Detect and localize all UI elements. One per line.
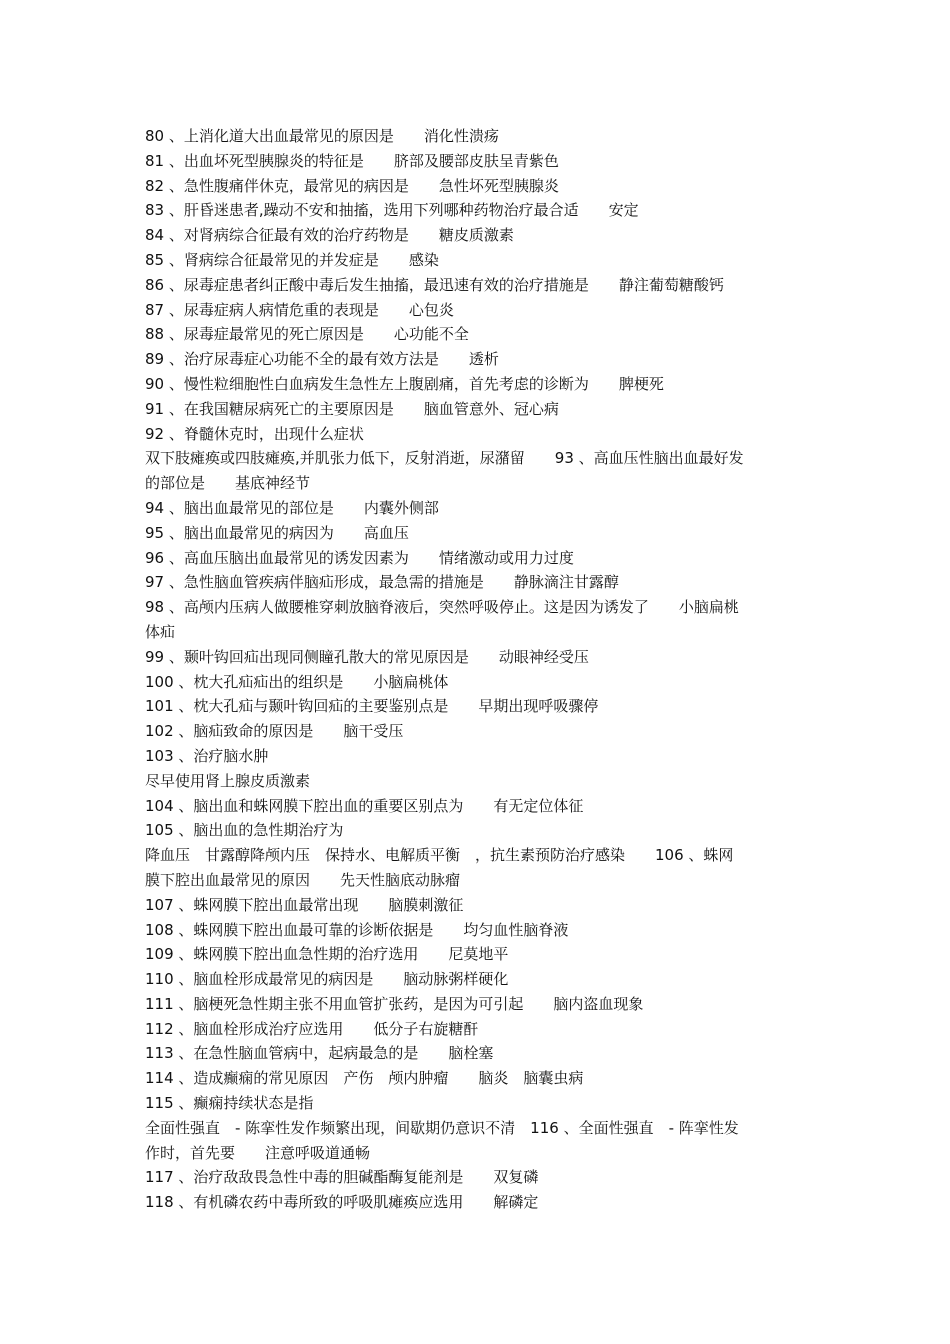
text-line: 115 、癫痫持续状态是指 (145, 1094, 314, 1113)
text-line: 89 、治疗尿毒症心功能不全的最有效方法是 透析 (145, 350, 499, 369)
text-line: 92 、脊髓休克时，出现什么症状 (145, 424, 364, 443)
text-line: 82 、急性腹痛伴休克，最常见的病因是 急性坏死型胰腺炎 (145, 176, 559, 195)
text-line: 104 、脑出血和蛛网膜下腔出血的重要区别点为 有无定位体征 (145, 796, 584, 815)
text-line: 96 、高血压脑出血最常见的诱发因素为 情绪激动或用力过度 (145, 548, 574, 567)
text-line: 108 、蛛网膜下腔出血最可靠的诊断依据是 均匀血性脑脊液 (145, 920, 569, 939)
text-line: 95 、脑出血最常见的病因为 高血压 (145, 523, 409, 542)
text-line: 80 、上消化道大出血最常见的原因是 消化性溃疡 (145, 127, 499, 145)
text-line: 81 、出血坏死型胰腺炎的特征是 脐部及腰部皮肤呈青紫色 (145, 151, 559, 170)
text-line: 105 、脑出血的急性期治疗为 (145, 821, 344, 840)
text-line: 全面性强直 - 陈挛性发作频繁出现，间歇期仍意识不清 116 、全面性强直 - 阵挛性发 (145, 1118, 739, 1137)
text-line: 84 、对肾病综合征最有效的治疗药物是 糖皮质激素 (145, 226, 514, 245)
text-line: 83 、肝昏迷患者,躁动不安和抽搐，选用下列哪种药物治疗最合适 安定 (145, 201, 639, 220)
text-line: 双下肢瘫痪或四肢瘫痪,并肌张力低下，反射消逝，尿潴留 93 、高血压性脑出血最好发 (145, 449, 744, 468)
text-line: 109 、蛛网膜下腔出血急性期的治疗选用 尼莫地平 (145, 945, 509, 964)
text-line: 112 、脑血栓形成治疗应选用 低分子右旋糖酐 (145, 1019, 479, 1038)
text-line: 103 、治疗脑水肿 (145, 746, 269, 765)
text-line: 118 、有机磷农药中毒所致的呼吸肌瘫痪应选用 解磷定 (145, 1193, 539, 1212)
text-line: 的部位是 基底神经节 (145, 474, 311, 493)
text-line: 86 、尿毒症患者纠正酸中毒后发生抽搐，最迅速有效的治疗措施是 静注葡萄糖酸钙 (145, 275, 724, 294)
text-line: 97 、急性脑血管疾病伴脑疝形成，最急需的措施是 静脉滴注甘露醇 (145, 573, 619, 592)
text-line: 107 、蛛网膜下腔出血最常出现 脑膜刺激征 (145, 895, 464, 914)
text-line: 98 、高颅内压病人做腰椎穿刺放脑脊液后，突然呼吸停止。这是因为诱发了 小脑扁桃 (145, 598, 739, 617)
text-line: 100 、枕大孔疝疝出的组织是 小脑扁桃体 (145, 672, 449, 691)
text-line: 101 、枕大孔疝与颞叶钩回疝的主要鉴别点是 早期出现呼吸骤停 (145, 697, 599, 716)
text-line: 102 、脑疝致命的原因是 脑干受压 (145, 722, 404, 741)
text-line: 113 、在急性脑血管病中，起病最急的是 脑栓塞 (145, 1044, 494, 1063)
text-line: 85 、肾病综合征最常见的并发症是 感染 (145, 250, 439, 269)
text-line: 88 、尿毒症最常见的死亡原因是 心功能不全 (145, 325, 469, 344)
text-line: 体疝 (145, 622, 176, 641)
document-body (145, 124, 813, 1215)
text-line: 作时，首先要 注意呼吸道通畅 (145, 1143, 371, 1162)
text-line: 114 、造成癫痫的常见原因 产伤 颅内肿瘤 脑炎 脑囊虫病 (145, 1069, 584, 1088)
text-line: 91 、在我国糖尿病死亡的主要原因是 脑血管意外、冠心病 (145, 399, 559, 418)
text-line: 87 、尿毒症病人病情危重的表现是 心包炎 (145, 300, 454, 319)
text-line: 110 、脑血栓形成最常见的病因是 脑动脉粥样硬化 (145, 970, 509, 989)
text-line: 99 、颞叶钩回疝出现同侧瞳孔散大的常见原因是 动眼神经受压 (145, 647, 589, 666)
text-line: 111 、脑梗死急性期主张不用血管扩张药，是因为可引起 脑内盗血现象 (145, 994, 644, 1013)
text-line: 尽早使用肾上腺皮质激素 (145, 771, 311, 790)
text-line: 117 、治疗敌敌畏急性中毒的胆碱酯酶复能剂是 双复磷 (145, 1168, 539, 1187)
text-line: 90 、慢性粒细胞性白血病发生急性左上腹剧痛，首先考虑的诊断为 脾梗死 (145, 374, 664, 393)
text-line: 膜下腔出血最常见的原因 先天性脑底动脉瘤 (145, 870, 461, 889)
text-line: 94 、脑出血最常见的部位是 内囊外侧部 (145, 498, 439, 517)
text-line: 降血压 甘露醇降颅内压 保持水、电解质平衡 ，抗生素预防治疗感染 106 、蛛网 (145, 846, 734, 865)
